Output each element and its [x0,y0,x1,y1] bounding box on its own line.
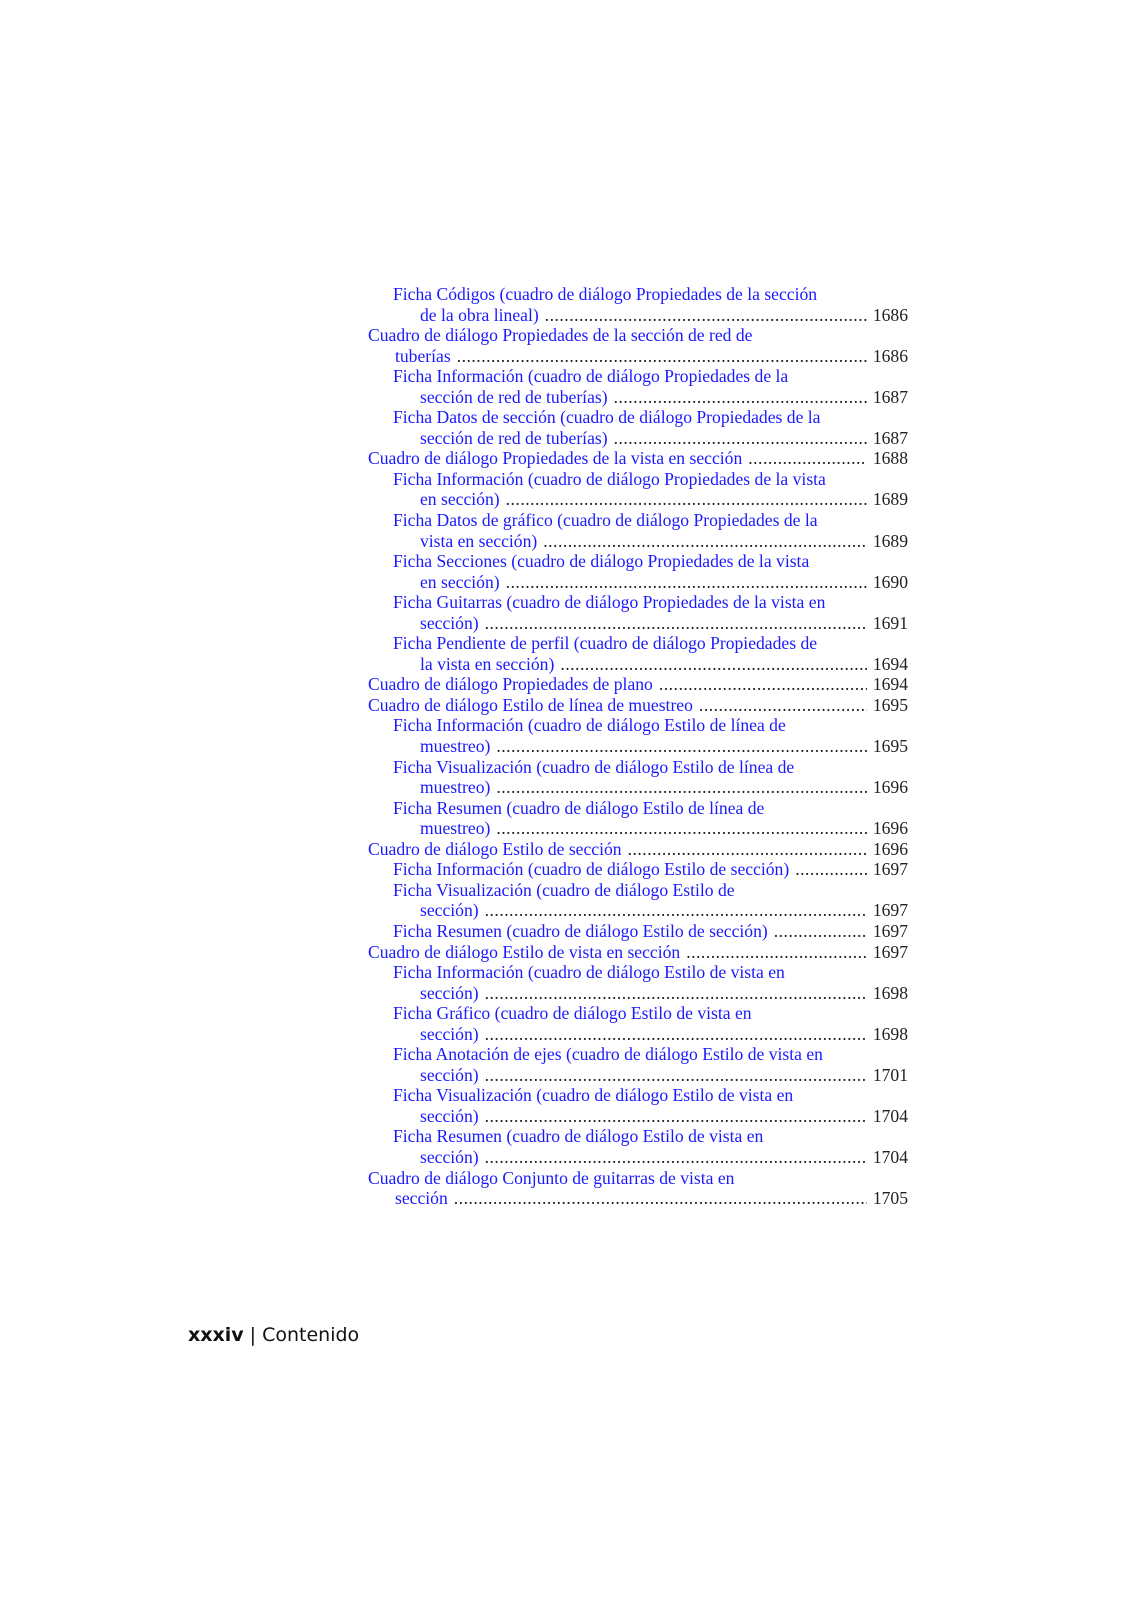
toc-subentry[interactable] [393,592,908,633]
toc-page-number[interactable]: 1696 [872,777,908,798]
dot-leader [614,387,867,408]
dot-leader [485,900,867,921]
toc-entry[interactable] [368,674,908,695]
toc-entry-title-link[interactable]: muestreo) [420,777,491,798]
toc-entry-title-link[interactable]: Cuadro de diálogo Estilo de vista en sección [368,941,681,962]
toc-entry-line [393,510,908,531]
toc-entry-line [393,900,908,921]
dot-leader [485,983,867,1004]
toc-entry-title-link[interactable]: Ficha Información (cuadro de diálogo Propiedades de la [393,366,789,387]
toc-entry-title-link[interactable]: Ficha Resumen (cuadro de diálogo Estilo de vista en [393,1126,764,1147]
toc-entry-line [393,1003,908,1024]
toc-entry[interactable] [368,942,908,963]
toc-entry-line [393,387,908,408]
dot-leader [485,1024,867,1045]
toc-entry-title-link[interactable]: Ficha Anotación de ejes (cuadro de diálogo Estilo de vista en [393,1044,823,1065]
dot-leader [614,428,867,449]
toc-entry-title-link[interactable]: sección) [420,1146,479,1167]
toc-entry-title-link[interactable]: Ficha Guitarras (cuadro de diálogo Propiedades de la vista en [393,592,826,613]
toc-entry-title-link[interactable]: Ficha Información (cuadro de diálogo Estilo de vista en [393,962,785,983]
toc-page-number[interactable]: 1696 [872,818,908,839]
toc-page-number[interactable]: 1689 [872,489,908,510]
toc-page-number[interactable]: 1695 [872,736,908,757]
toc-subentry[interactable] [393,715,908,756]
toc-entry-title-link[interactable]: Cuadro de diálogo Estilo de línea de muestreo [368,694,693,715]
dot-leader [496,777,866,798]
toc-entry-title-link[interactable]: muestreo) [420,736,491,757]
toc-page-number[interactable]: 1704 [872,1105,908,1126]
dot-leader [699,695,867,716]
toc-entry-title-link[interactable]: Ficha Información (cuadro de diálogo Propiedades de la vista [393,468,826,489]
toc-entry-line [393,1044,908,1065]
toc-entry-line [393,531,908,552]
toc-page-number[interactable]: 1687 [872,427,908,448]
table-of-contents [0,284,1132,1209]
toc-entry-title-link[interactable]: sección) [420,1023,479,1044]
toc-entry-title-link[interactable]: Ficha Información (cuadro de diálogo Estilo de sección) [393,859,790,880]
toc-entry[interactable] [368,695,908,716]
dot-leader [496,818,866,839]
toc-page-number[interactable]: 1701 [872,1064,908,1085]
toc-page-number[interactable]: 1686 [872,345,908,366]
dot-leader [748,448,867,469]
toc-entry-title-link[interactable]: Ficha Datos de sección (cuadro de diálogo Propiedades de la [393,407,821,428]
toc-entry-line [393,715,908,736]
toc-entry-line [368,1188,908,1209]
toc-entry-line [393,305,908,326]
toc-entry-title-link[interactable]: sección) [420,1064,479,1085]
toc-entry-line [393,592,908,613]
toc-entry-title-link[interactable]: muestreo) [420,818,491,839]
page-footer [188,1324,359,1346]
toc-entry-line [393,428,908,449]
dot-leader [454,1188,867,1209]
toc-page-number[interactable]: 1698 [872,1023,908,1044]
toc-entry-line [393,736,908,757]
dot-leader [628,839,867,860]
toc-subentry[interactable] [393,757,908,798]
toc-entry-title-link[interactable]: Ficha Gráfico (cuadro de diálogo Estilo de vista en [393,1003,752,1024]
toc-entry-line [393,469,908,490]
dot-leader [545,305,867,326]
toc-entry-line [393,1147,908,1168]
toc-entry-line [393,407,908,428]
toc-entry-line [393,880,908,901]
toc-entry-line [393,572,908,593]
toc-entry-line [393,551,908,572]
toc-subentry[interactable] [393,284,908,325]
toc-subentry[interactable] [393,633,908,674]
toc-entry-title-link[interactable]: Ficha Información (cuadro de diálogo Estilo de línea de [393,715,786,736]
toc-entry-title-link[interactable]: sección [395,1188,448,1209]
toc-page-number[interactable]: 1688 [872,448,908,469]
toc-entry-title-link[interactable]: Cuadro de diálogo Estilo de sección [368,838,622,859]
toc-entry[interactable] [368,325,908,366]
toc-subentry[interactable] [393,1044,908,1085]
dot-leader [543,531,867,552]
toc-entry-title-link[interactable]: Cuadro de diálogo Propiedades de plano [368,674,653,695]
dot-leader [795,859,867,880]
toc-subentry[interactable] [393,510,908,551]
toc-subentry[interactable] [393,407,908,448]
toc-entry-title-link[interactable]: sección) [420,1105,479,1126]
toc-entry-title-link[interactable]: Ficha Códigos (cuadro de diálogo Propiedades de la sección [393,284,818,304]
toc-entry-line [393,284,908,305]
toc-entry[interactable] [368,1168,908,1209]
toc-entry-line [368,839,908,860]
toc-page-number[interactable]: 1696 [872,838,908,859]
toc-subentry[interactable] [393,1126,908,1167]
toc-page-number[interactable]: 1694 [872,674,908,695]
page-folio: xxxiv [188,1324,244,1346]
toc-page-number[interactable]: 1689 [872,530,908,551]
dot-leader [457,346,867,367]
dot-leader [659,674,867,695]
dot-leader [506,572,867,593]
toc-entry[interactable] [368,839,908,860]
dot-leader [485,613,867,634]
toc-entry-line [368,674,908,695]
dot-leader [485,1065,867,1086]
toc-subentry[interactable] [393,962,908,1003]
toc-entry-title-link[interactable]: la vista en sección) [420,653,555,674]
toc-entry-line [368,448,908,469]
toc-entry-title-link[interactable]: Cuadro de diálogo Propiedades de la vista en sección [368,448,743,469]
toc-entry-title-link[interactable]: Ficha Datos de gráfico (cuadro de diálogo Propiedades de la [393,510,818,531]
toc-entry-title-link[interactable]: sección) [420,982,479,1003]
toc-entry-line [393,921,908,942]
toc-page-number[interactable]: 1694 [872,653,908,674]
toc-entry-title-link[interactable]: Cuadro de diálogo Conjunto de guitarras de vista en [368,1167,735,1188]
toc-entry-title-link[interactable]: Ficha Pendiente de perfil (cuadro de diálogo Propiedades de [393,633,818,654]
toc-page-number[interactable]: 1691 [872,612,908,633]
toc-page-number[interactable]: 1697 [872,920,908,941]
toc-entry-title-link[interactable]: tuberías [395,345,451,366]
toc-entry-line [393,818,908,839]
dot-leader [774,921,867,942]
toc-page-number[interactable]: 1690 [872,571,908,592]
toc-entry-line [368,942,908,963]
toc-entry-title-link[interactable]: Ficha Visualización (cuadro de diálogo Estilo de línea de [393,756,795,777]
section-name: Contenido [262,1324,360,1346]
toc-entry-title-link[interactable]: Ficha Secciones (cuadro de diálogo Propiedades de la vista [393,551,810,572]
toc-entry-line [368,1168,908,1189]
dot-leader [485,1106,867,1127]
toc-subentry[interactable] [393,921,908,942]
toc-entry-line [393,613,908,634]
toc-entry-line [393,1106,908,1127]
toc-entry-line [393,798,908,819]
toc-entry-line [393,983,908,1004]
toc-entry-title-link[interactable]: sección) [420,900,479,921]
toc-entry-title-link[interactable]: Ficha Visualización (cuadro de diálogo Estilo de vista en [393,1085,794,1106]
toc-subentry[interactable] [393,859,908,880]
toc-subentry[interactable] [393,551,908,592]
toc-entry-line [368,695,908,716]
dot-leader [560,654,866,675]
footer-separator: | [249,1324,257,1346]
toc-entry-line [393,777,908,798]
toc-entry-line [393,366,908,387]
toc-entry-line [393,859,908,880]
toc-subentry[interactable] [393,1085,908,1126]
toc-entry-title-link[interactable]: Ficha Visualización (cuadro de diálogo Estilo de [393,879,735,900]
toc-entry-line [393,962,908,983]
dot-leader [686,942,867,963]
toc-page-number[interactable]: 1697 [872,941,908,962]
toc-entry-title-link[interactable]: de la obra lineal) [420,304,539,325]
toc-page-number[interactable]: 1704 [872,1146,908,1167]
dot-leader [496,736,866,757]
toc-entry-line [393,489,908,510]
toc-subentry[interactable] [393,880,908,921]
dot-leader [485,1147,867,1168]
toc-entry-line [368,325,908,346]
toc-entry-title-link[interactable]: vista en sección) [420,530,538,551]
toc-entry-line [393,1085,908,1106]
toc-page-number[interactable]: 1697 [872,900,908,921]
toc-entry-line [368,346,908,367]
toc-entry-line [393,633,908,654]
toc-subentry[interactable] [393,469,908,510]
toc-entry-line [393,1065,908,1086]
toc-subentry[interactable] [393,1003,908,1044]
toc-entry-title-link[interactable]: en sección) [420,489,500,510]
toc-subentry[interactable] [393,798,908,839]
toc-entry-title-link[interactable]: sección de red de tuberías) [420,427,608,448]
toc-page-number[interactable]: 1698 [872,982,908,1003]
toc-page-number[interactable]: 1686 [872,304,908,325]
toc-entry-title-link[interactable]: Ficha Resumen (cuadro de diálogo Estilo de sección) [393,920,768,941]
toc-entry[interactable] [368,448,908,469]
toc-entry-title-link[interactable]: en sección) [420,571,500,592]
toc-subentry[interactable] [393,366,908,407]
toc-page-number[interactable]: 1695 [872,694,908,715]
toc-entry-line [393,757,908,778]
toc-entry-title-link[interactable]: Ficha Resumen (cuadro de diálogo Estilo de línea de [393,797,765,818]
dot-leader [506,489,867,510]
toc-entry-title-link[interactable]: sección de red de tuberías) [420,386,608,407]
toc-entry-line [393,654,908,675]
toc-entry-title-link[interactable]: sección) [420,612,479,633]
toc-entry-line [393,1126,908,1147]
toc-entry-title-link[interactable]: Cuadro de diálogo Propiedades de la sección de red de [368,325,753,346]
toc-page-number[interactable]: 1705 [872,1188,908,1209]
toc-page-number[interactable]: 1697 [872,859,908,880]
toc-entry-line [393,1024,908,1045]
toc-page-number[interactable]: 1687 [872,386,908,407]
